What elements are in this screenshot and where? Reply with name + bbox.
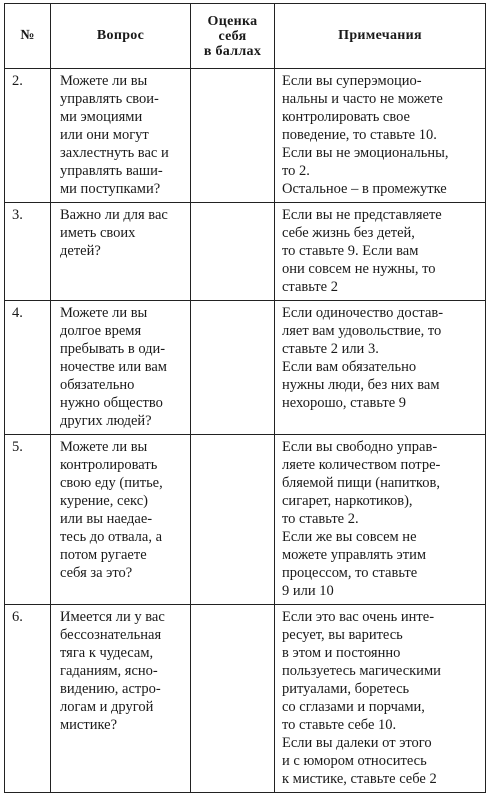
score-cell[interactable]: [191, 203, 275, 301]
questionnaire-table: [4, 3, 486, 793]
note-line: Если вы не представляете: [282, 207, 442, 223]
question-line: ми эмоциями: [60, 109, 143, 125]
question-line: гаданиям, ясно-: [60, 663, 158, 679]
notes-cell: [275, 203, 486, 301]
header-score-line: в баллах: [203, 43, 262, 59]
note-line: в этом и постоянно: [282, 645, 401, 661]
note-line: контролировать свое: [282, 109, 410, 125]
question-line: контролировать: [60, 457, 158, 473]
note-line: поведение, то ставьте 10.: [282, 127, 437, 143]
note-line: бляемой пищи (напитков,: [282, 475, 440, 491]
note-line: ритуалами, боретесь: [282, 681, 410, 697]
note-line: процессом, то ставьте: [282, 565, 418, 581]
question-cell: [51, 301, 191, 435]
question-cell: [51, 69, 191, 203]
notes-cell: [275, 435, 486, 605]
question-line: Можете ли вы: [60, 305, 148, 321]
note-line: Если одиночество достав-: [282, 305, 444, 321]
question-line: пребывать в оди-: [60, 341, 166, 357]
row-number: 2.: [5, 69, 51, 203]
note-line: 9 или 10: [282, 583, 334, 599]
table-row: [5, 301, 486, 435]
question-line: захлестнуть вас и: [60, 145, 169, 161]
note-line: ляет вам удовольствие, то: [282, 323, 442, 339]
note-line: то ставьте 2.: [282, 511, 359, 527]
notes-cell: [275, 605, 486, 793]
question-cell: [51, 605, 191, 793]
note-line: нужны люди, без них вам: [282, 377, 440, 393]
question-line: или они могут: [60, 127, 149, 143]
table-row: [5, 203, 486, 301]
question-line: нужно общество: [60, 395, 163, 411]
note-line: то ставьте 9. Если вам: [282, 243, 419, 259]
row-number: 6.: [5, 605, 51, 793]
table-body: [5, 69, 486, 793]
question-line: ми поступками?: [60, 181, 161, 197]
score-cell[interactable]: [191, 605, 275, 793]
question-cell: [51, 435, 191, 605]
question-line: Имеется ли у вас: [60, 609, 165, 625]
note-line: можете управлять этим: [282, 547, 427, 563]
note-line: сигарет, наркотиков),: [282, 493, 413, 509]
note-line: Если же вы совсем не: [282, 529, 417, 545]
table-row: [5, 435, 486, 605]
note-line: Если вы далеки от этого: [282, 735, 432, 751]
note-line: Если вы не эмоциональны,: [282, 145, 449, 161]
header-row: [5, 4, 486, 69]
table-row: [5, 605, 486, 793]
header-score-line: Оценка: [207, 13, 258, 29]
question-line: видению, астро-: [60, 681, 161, 697]
header-notes: Примечания: [275, 4, 486, 69]
notes-cell: [275, 69, 486, 203]
question-line: Можете ли вы: [60, 73, 148, 89]
note-line: Если вы свободно управ-: [282, 439, 438, 455]
score-cell[interactable]: [191, 435, 275, 605]
question-line: управлять свои-: [60, 91, 159, 107]
note-line: нехорошо, ставьте 9: [282, 395, 407, 411]
row-number: 4.: [5, 301, 51, 435]
header-num: №: [5, 4, 51, 69]
note-line: они совсем не нужны, то: [282, 261, 436, 277]
question-line: тяга к чудесам,: [60, 645, 154, 661]
question-line: долгое время: [60, 323, 142, 339]
question-line: других людей?: [60, 413, 152, 429]
note-line: ресует, вы варитесь: [282, 627, 403, 643]
note-line: Остальное – в промежутке: [282, 181, 447, 197]
row-number: 5.: [5, 435, 51, 605]
question-cell: [51, 203, 191, 301]
question-line: логам и другой: [60, 699, 154, 715]
question-line: Важно ли для вас: [60, 207, 168, 223]
question-line: или вы наедае-: [60, 511, 153, 527]
note-line: нальны и часто не можете: [282, 91, 443, 107]
note-line: к мистике, ставьте себе 2: [282, 771, 437, 787]
question-line: курение, секс): [60, 493, 148, 509]
note-line: со сглазами и порчами,: [282, 699, 425, 715]
header-question: Вопрос: [51, 4, 191, 69]
note-line: и с юмором относитесь: [282, 753, 427, 769]
note-line: Если это вас очень инте-: [282, 609, 435, 625]
notes-cell: [275, 301, 486, 435]
question-line: свою еду (питье,: [60, 475, 163, 491]
question-line: потом ругаете: [60, 547, 147, 563]
question-line: управлять ваши-: [60, 163, 163, 179]
score-cell[interactable]: [191, 69, 275, 203]
question-line: ночестве или вам: [60, 359, 167, 375]
note-line: ставьте 2: [282, 279, 338, 295]
note-line: то 2.: [282, 163, 310, 179]
note-line: Если вы суперэмоцио-: [282, 73, 422, 89]
question-line: тесь до отвала, а: [60, 529, 163, 545]
note-line: пользуетесь магическими: [282, 663, 441, 679]
note-line: ляете количеством потре-: [282, 457, 441, 473]
note-line: ставьте 2 или 3.: [282, 341, 379, 357]
question-line: детей?: [60, 243, 101, 259]
note-line: Если вам обязательно: [282, 359, 417, 375]
question-line: Можете ли вы: [60, 439, 148, 455]
note-line: себе жизнь без детей,: [282, 225, 415, 241]
question-line: мистике?: [60, 717, 118, 733]
question-line: бессознательная: [60, 627, 162, 643]
question-line: себя за это?: [60, 565, 133, 581]
header-score-line: себя: [218, 28, 247, 44]
score-cell[interactable]: [191, 301, 275, 435]
note-line: то ставьте себе 10.: [282, 717, 397, 733]
row-number: 3.: [5, 203, 51, 301]
question-line: обязательно: [60, 377, 135, 393]
header-score: [191, 4, 275, 69]
question-line: иметь своих: [60, 225, 136, 241]
table-row: [5, 69, 486, 203]
